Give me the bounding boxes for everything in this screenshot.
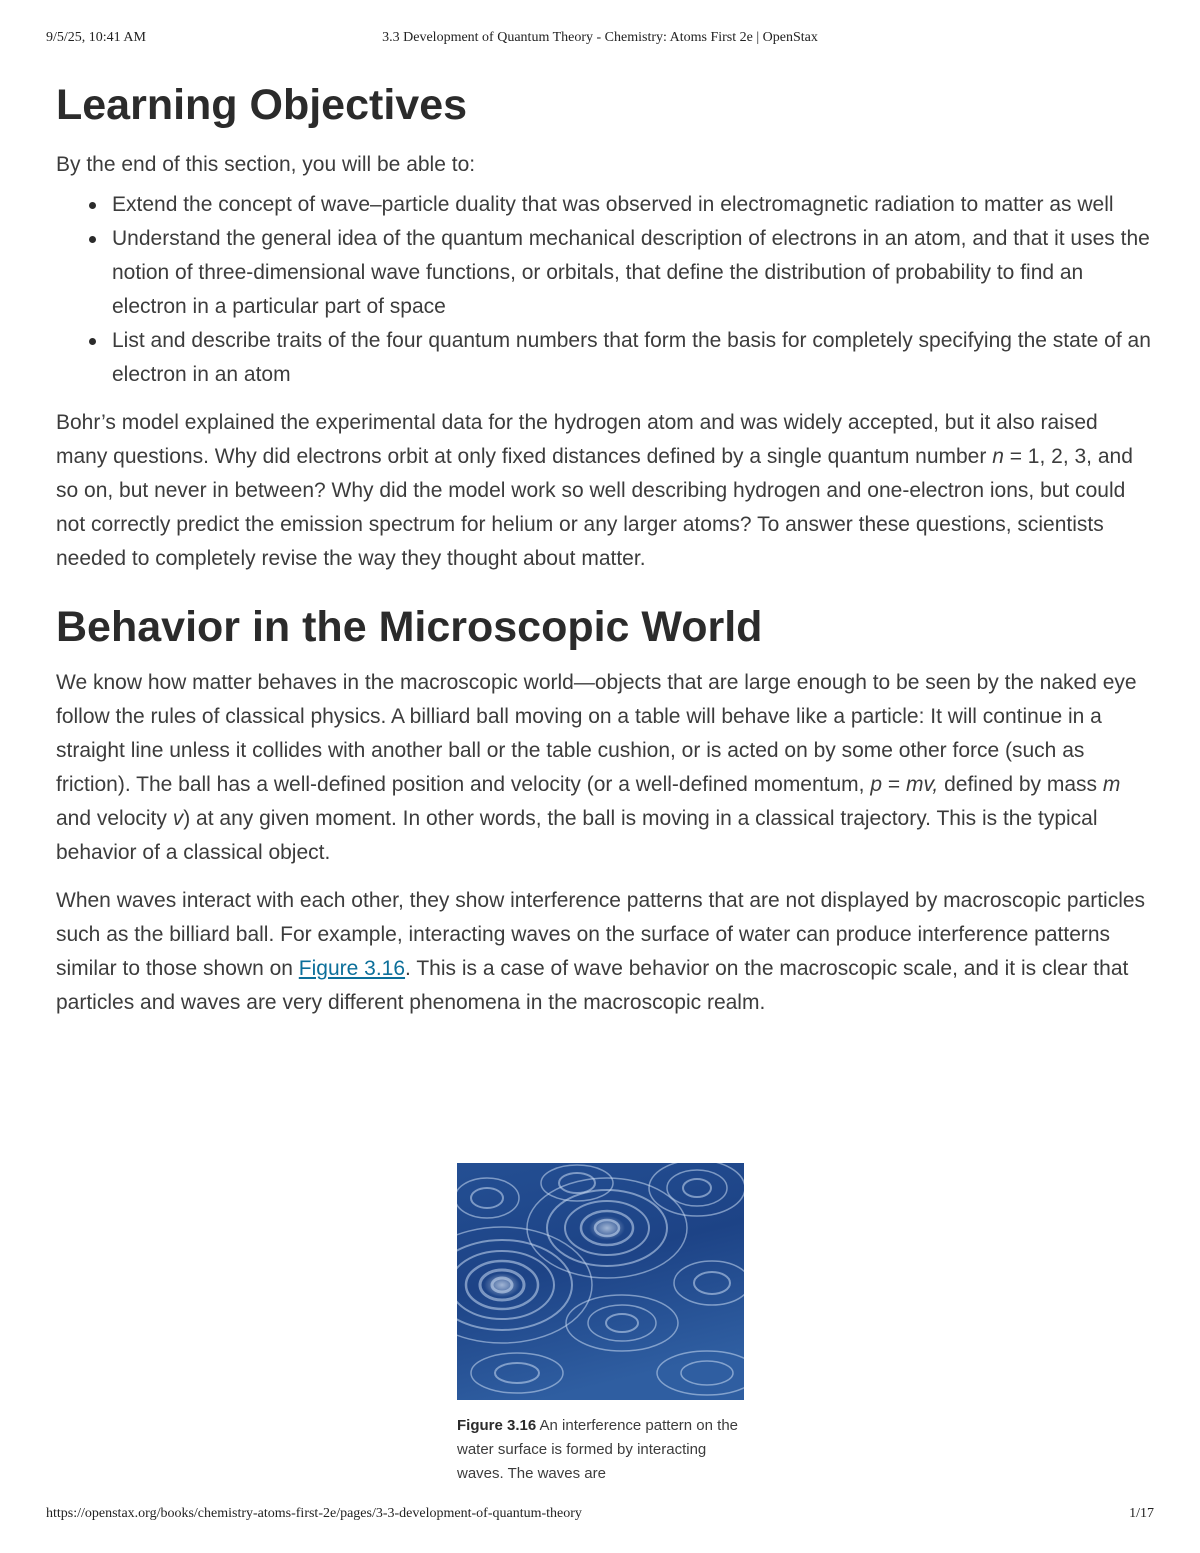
objectives-intro: By the end of this section, you will be able to: bbox=[56, 153, 476, 176]
objective-item: Extend the concept of wave–particle duality that was observed in electromagnetic radiation to matter as well bbox=[112, 188, 1152, 222]
equals-sign: = bbox=[882, 773, 906, 796]
variable-p: p bbox=[870, 773, 883, 796]
print-footer bbox=[46, 1506, 1154, 1526]
waves-text-2: . This is a case of wave behavior on the macroscopic scale, and it is clear that particles and waves are very different phenomena in the macroscopic realm. bbox=[56, 957, 1129, 1014]
variable-v: v bbox=[172, 807, 184, 830]
print-header bbox=[46, 30, 1154, 50]
waves-text-1: When waves interact with each other, they show interference patterns that are not displayed by macroscopic particles such as the billiard ball. For example, interacting waves on the surface of water can produce interference patterns similar to those shown on bbox=[56, 889, 1146, 980]
bohr-paragraph bbox=[56, 406, 1152, 576]
macro-text-4: ) at any given moment. In other words, the ball is moving in a classical trajectory. This is the typical behavior of a classical object. bbox=[56, 807, 1098, 864]
variable-mv: mv, bbox=[905, 773, 939, 796]
print-datetime: 9/5/25, 10:41 AM bbox=[46, 30, 146, 45]
learning-objectives-heading: Learning Objectives bbox=[56, 81, 468, 129]
behavior-heading: Behavior in the Microscopic World bbox=[56, 603, 763, 651]
page-number: 1/17 bbox=[1129, 1506, 1154, 1521]
macro-text-2: defined by mass bbox=[938, 773, 1103, 796]
variable-m: m bbox=[1102, 773, 1121, 796]
macro-text-1: We know how matter behaves in the macroscopic world—objects that are large enough to be seen by the naked eye follow the rules of classical physics. A billiard ball moving on a table will behave like a particle: It will continue in a straight line unless it collides with another ball or the table cushion, or is acted on by some other force (such as friction). The ball has a well-defined position and velocity (or a well-defined momentum, bbox=[56, 671, 1137, 796]
bohr-text-1: Bohr’s model explained the experimental data for the hydrogen atom and was widely accepted, but it also raised many questions. Why did electrons orbit at only fixed distances defined by a single quantum number bbox=[56, 411, 1098, 468]
print-url: https://openstax.org/books/chemistry-atoms-first-2e/pages/3-3-development-of-quantum-theory bbox=[46, 1506, 582, 1521]
print-page-title: 3.3 Development of Quantum Theory - Chemistry: Atoms First 2e | OpenStax bbox=[382, 30, 818, 45]
waves-paragraph bbox=[56, 884, 1152, 1020]
macro-text-3: and velocity bbox=[56, 807, 173, 830]
objective-item: Understand the general idea of the quantum mechanical description of electrons in an atom, and that it uses the notion of three-dimensional wave functions, or orbitals, that define the distribution of probability to find an electron in a particular part of space bbox=[112, 222, 1152, 324]
water-interference-image bbox=[457, 1163, 744, 1400]
macroscopic-paragraph bbox=[56, 666, 1152, 870]
objectives-list bbox=[56, 188, 1152, 392]
figure-3-16-link[interactable]: Figure 3.16 bbox=[298, 957, 406, 980]
figure-caption bbox=[457, 1414, 742, 1486]
variable-n: n bbox=[992, 445, 1004, 468]
bohr-text-2: = 1, 2, 3, and so on, but never in between? Why did the model work so well describing hydrogen and one-electron ions, but could not correctly predict the emission spectrum for helium or any larger atoms? To answer these questions, scientists needed to completely revise the way they thought about matter. bbox=[56, 445, 1133, 570]
page-content bbox=[56, 76, 1152, 1020]
figure-3-16 bbox=[457, 1163, 745, 1486]
figure-caption-text: An interference pattern on the water surface is formed by interacting waves. The waves are bbox=[457, 1417, 739, 1482]
objective-item: List and describe traits of the four quantum numbers that form the basis for completely specifying the state of an electron in an atom bbox=[112, 324, 1152, 392]
figure-label: Figure 3.16 bbox=[457, 1417, 537, 1434]
